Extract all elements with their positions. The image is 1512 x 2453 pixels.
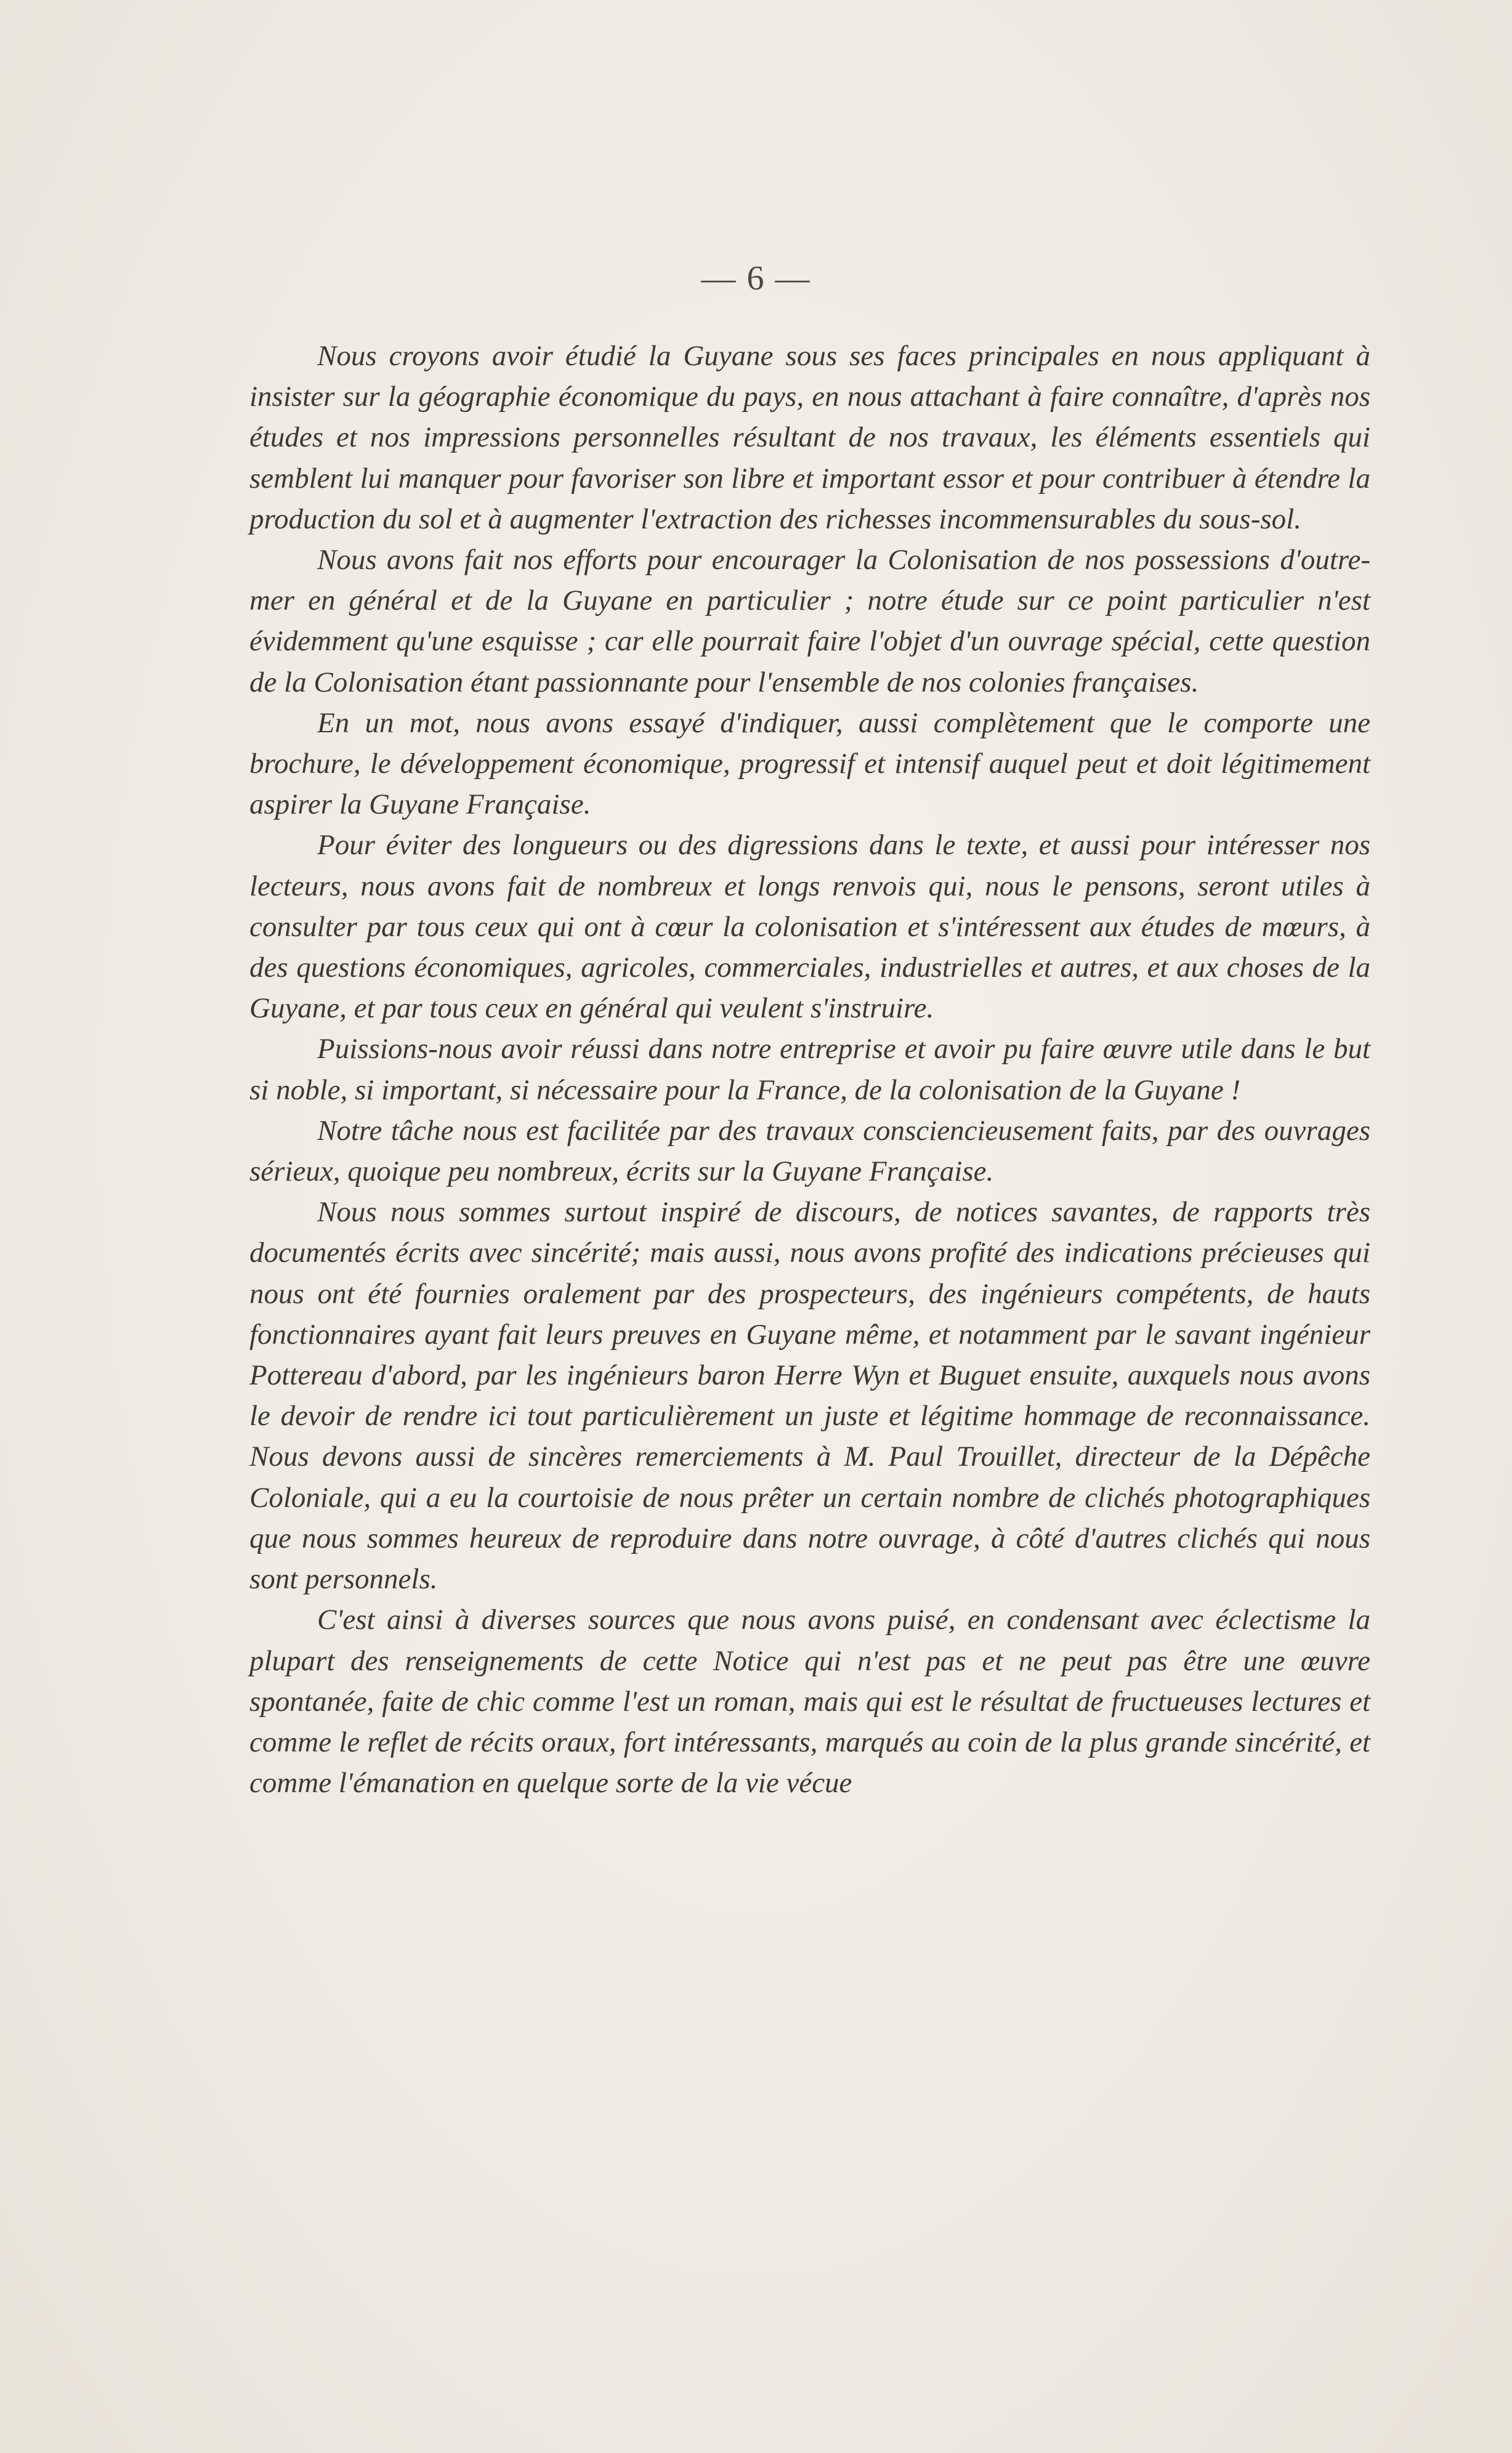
paragraph-3: En un mot, nous avons essayé d'indiquer, aussi complètement que le comporte une brochure, le développement économique, progressif et intensif auquel peut et doit légitimement aspirer la Guyane Française. [249,706,1370,821]
paragraph-2: Nous avons fait nos efforts pour encourager la Colonisation de nos possessions d'outre-mer en général et de la Guyane en particulier ; notre étude sur ce point particulier n'est évidemment qu'une esquisse ; car elle pourrait faire l'objet d'un ouvrage spécial, cette question de la Colonisation étant passionnante pour l'ensemble de nos colonies françaises. [249,544,1370,698]
paragraph-7: Nous nous sommes surtout inspiré de discours, de notices savantes, de rapports très documentés écrits avec sincérité; mais aussi, nous avons profité des indications précieuses qui nous ont été fournies oralement par des prospecteurs, des ingénieurs compétents, de hauts fonctionnaires ayant fait leurs preuves en Guyane même, et notamment par le savant ingénieur Pottereau d'abord, par les ingénieurs baron Herre Wyn et Buguet ensuite, auxquels nous avons le devoir de rendre ici tout particulièrement un juste et légitime hommage de reconnaissance. Nous devons aussi de sincères remerciements à M. Paul Trouillet, directeur de la Dépêche Coloniale, qui a eu la courtoisie de nous prêter un certain nombre de clichés photographiques que nous sommes heureux de reproduire dans notre ouvrage, à côté d'autres clichés qui nous sont personnels. [249,1196,1370,1596]
paragraph-8: C'est ainsi à diverses sources que nous avons puisé, en condensant avec éclectisme la plupart des renseignements de cette Notice qui n'est pas et ne peut pas être une œuvre spontanée, faite de chic comme l'est un roman, mais qui est le résultat de fructueuses lectures et comme le reflet de récits oraux, fort intéressants, marqués au coin de la plus grande sincérité, et comme l'émanation en quelque sorte de la vie vécue [249,1604,1370,1800]
body-text [249,336,1370,1803]
paragraph-5: Puissions-nous avoir réussi dans notre entreprise et avoir pu faire œuvre utile dans le but si noble, si important, si nécessaire pour la France, de la colonisation de la Guyane ! [249,1033,1370,1106]
paragraph-4: Pour éviter des longueurs ou des digressions dans le texte, et aussi pour intéresser nos lecteurs, nous avons fait de nombreux et longs renvois qui, nous le pensons, seront utiles à consulter par tous ceux qui ont à cœur la colonisation et s'intéressent aux études de mœurs, à des questions économiques, agricoles, commerciales, industrielles et autres, et aux choses de la Guyane, et par tous ceux en général qui veulent s'instruire. [249,829,1370,1025]
page-number: — 6 — [701,259,811,297]
paragraph-6: Notre tâche nous est facilitée par des travaux consciencieusement faits, par des ouvrages sérieux, quoique peu nombreux, écrits sur la Guyane Française. [249,1114,1370,1188]
paragraph-1: Nous croyons avoir étudié la Guyane sous ses faces principales en nous appliquant à insister sur la géographie économique du pays, en nous attachant à faire connaître, d'après nos études et nos impressions personnelles résultant de nos travaux, les éléments essentiels qui semblent lui manquer pour favoriser son libre et important essor et pour contribuer à étendre la production du sol et à augmenter l'extraction des richesses incommensurables du sous-sol. [249,340,1370,535]
